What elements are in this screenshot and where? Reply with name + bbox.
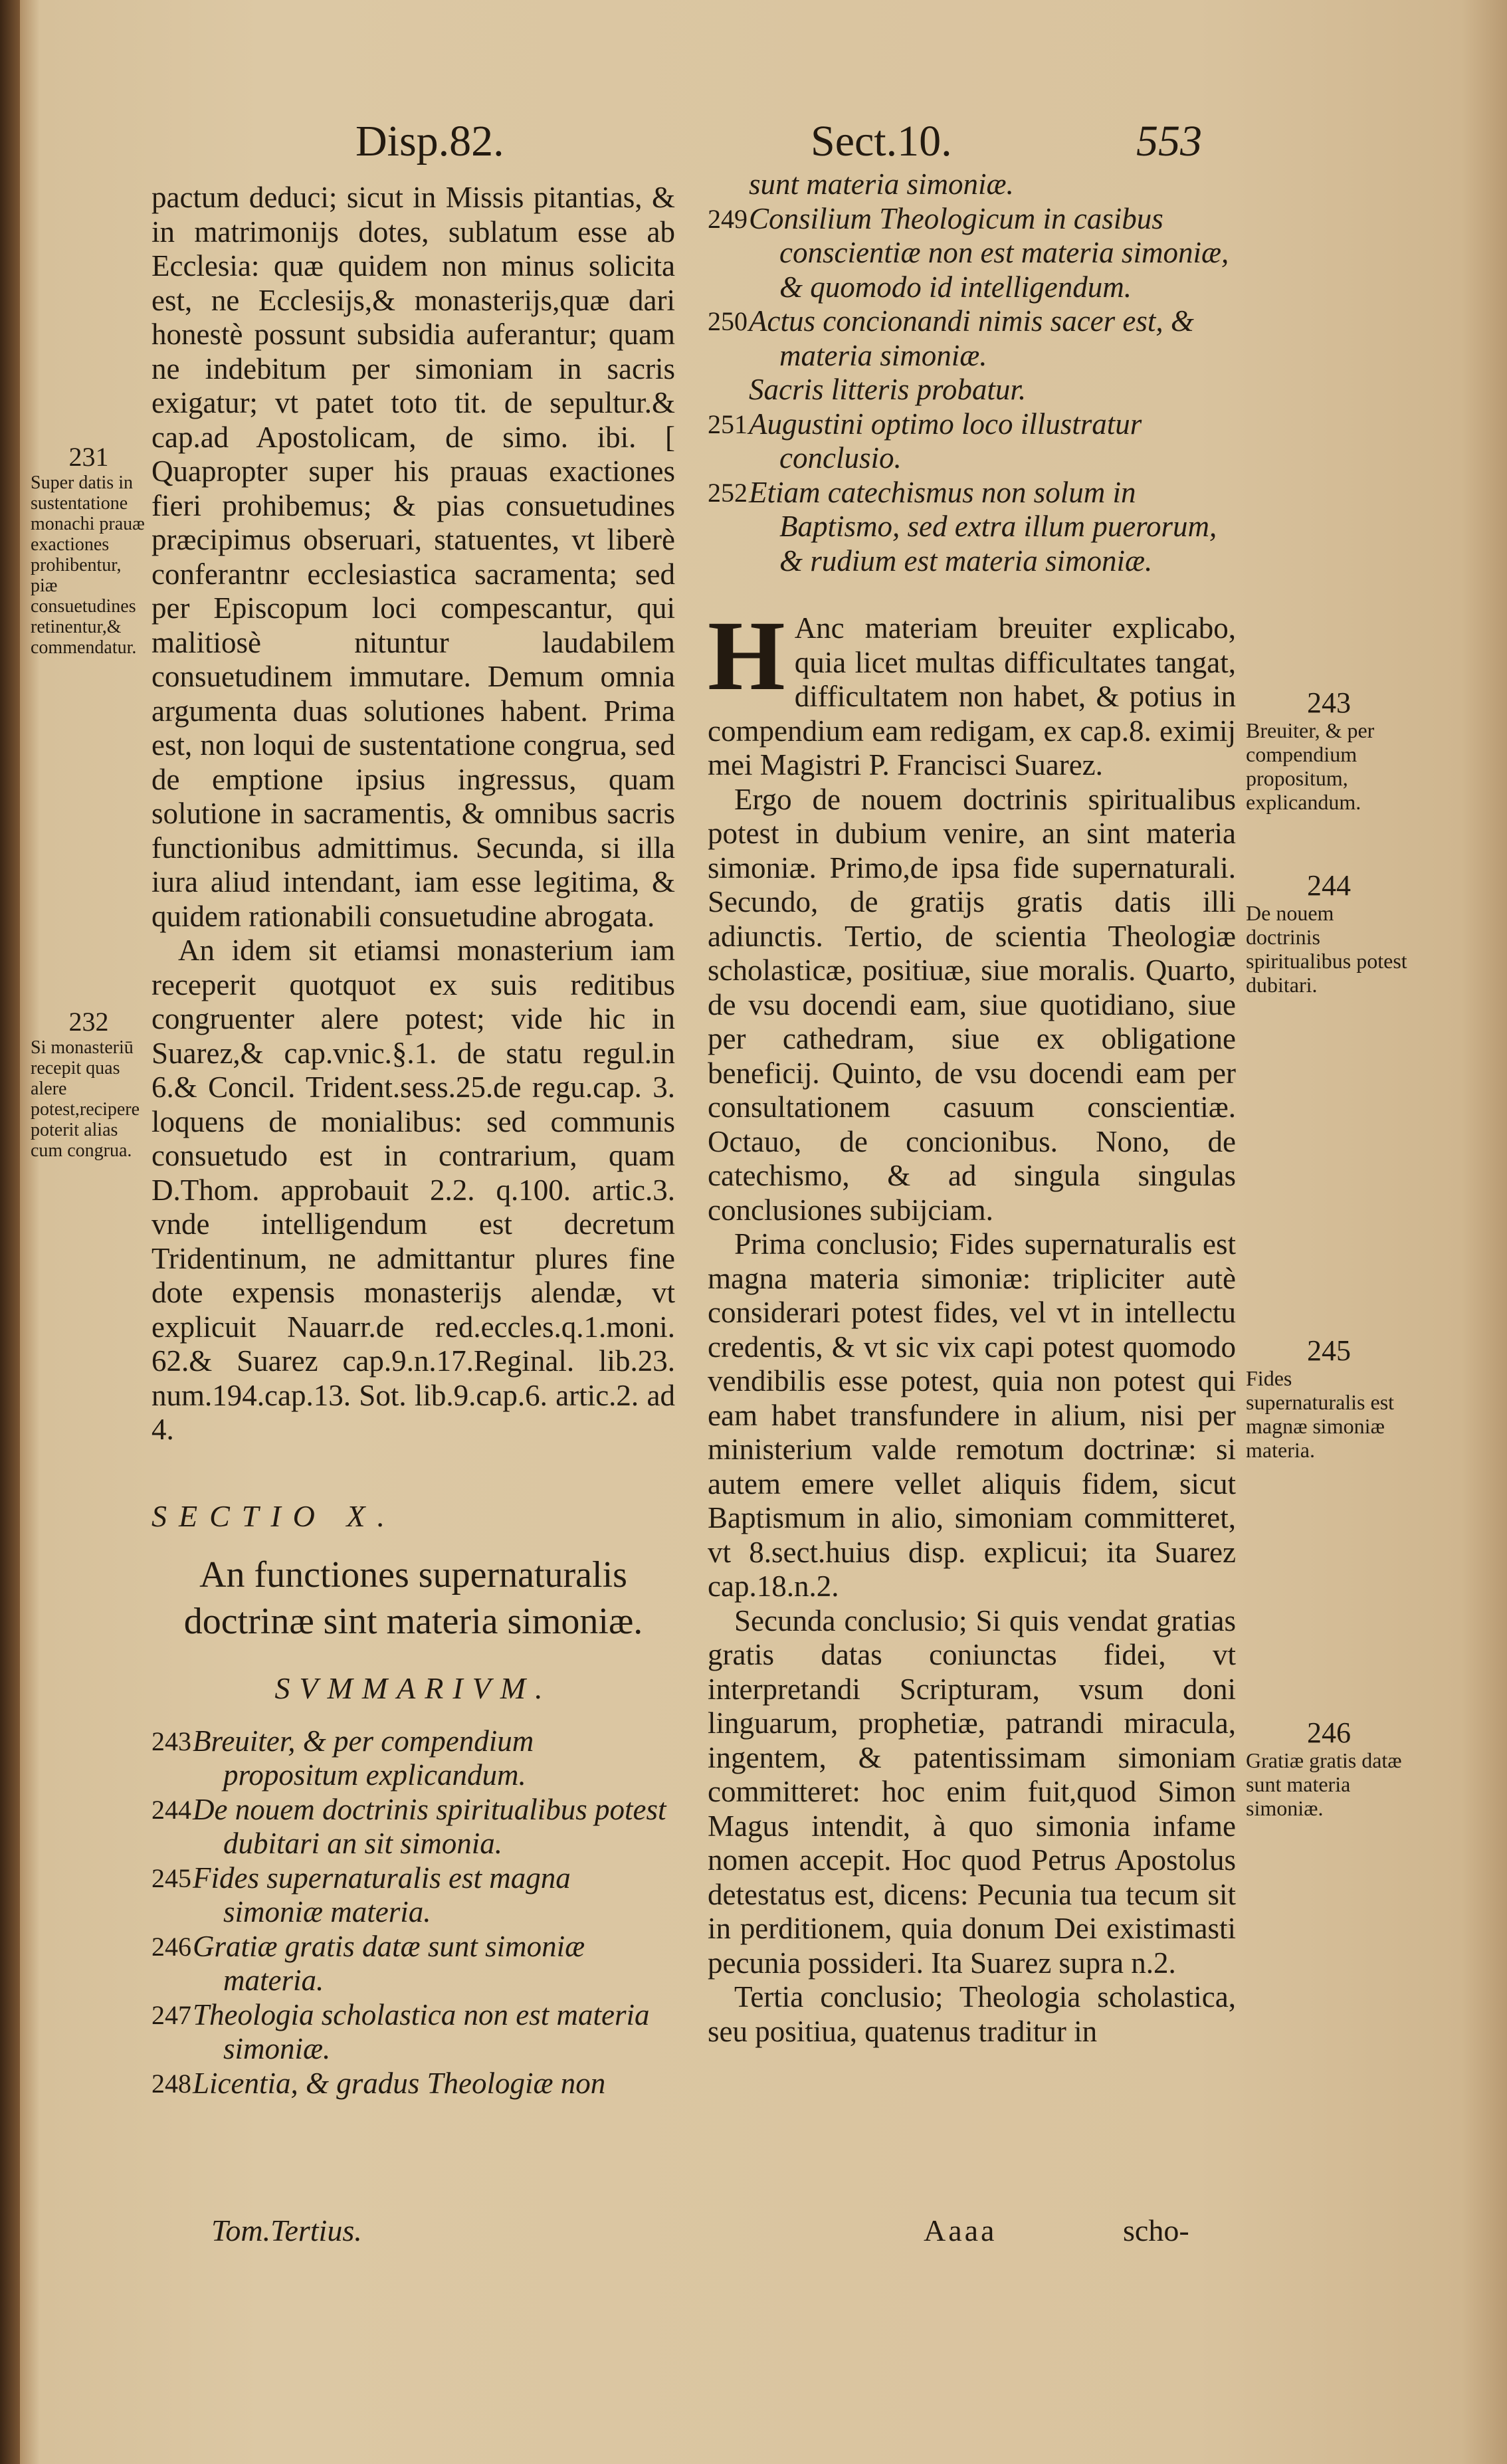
summary-item	[151, 1724, 675, 1793]
running-head-disputation: Disp.82.	[355, 117, 504, 165]
summary-text: Etiam catechismus non solum in Baptismo, sed extra illum puerorum, & rudium est materia simoniæ.	[749, 475, 1217, 577]
margin-note-number: 232	[68, 1007, 109, 1037]
summary-number: 249	[708, 203, 748, 234]
paragraph: Ergo de nouem doctrinis spiritualibus potest in dubium venire, an sint materia simoniæ. Primo,de ipsa fide supernaturali. Secundo, de gratijs gratis datis illi adiunctis. Tertio, de scientia Theologiæ scholasticæ, positiuæ, siue moralis. Quarto, de vsu docendi eam, siue quotidiano, siue per cathedram, siue ex obligatione beneficij. Quinto, de vsu docendi eam per consultationem casuum conscientiæ. Octauo, de concionibus. Nono, de catechismo, & ad singula singulas conclusiones subijciam.	[708, 782, 1236, 1227]
summary-number: 243	[151, 1726, 191, 1756]
right-text-column	[708, 167, 1236, 2049]
summary-item	[151, 1861, 675, 1930]
margin-note-number: 243	[1307, 686, 1351, 719]
margin-note-243	[1246, 688, 1412, 814]
margin-note-245	[1246, 1336, 1412, 1462]
signature-mark: Aaaa	[924, 2213, 997, 2247]
summary-number: 250	[708, 306, 748, 336]
summary-text: Breuiter, & per compendium propositum explicandum.	[193, 1724, 534, 1792]
summary-number: 245	[151, 1863, 191, 1893]
margin-note-244	[1246, 871, 1412, 997]
summary-item	[708, 373, 1236, 407]
section-title: An functiones supernaturalis doctrinæ sint materia simoniæ.	[183, 1554, 643, 1642]
summary-text: Licentia, & gradus Theologiæ non	[193, 2066, 606, 2100]
summary-text: Consilium Theologicum in casibus conscientiæ non est materia simoniæ, & quomodo id intelligendum.	[749, 201, 1229, 304]
summary-item	[708, 304, 1236, 373]
summary-item	[708, 407, 1236, 476]
summary-number: 251	[708, 409, 748, 439]
paragraph: Secunda conclusio; Si quis vendat gratias gratis datas coniunctas fidei, vt interpretandi Scripturam, vsum doni linguarum, prophetiæ, patrandi miracula, ingentem, & patentissimam simoniam committeret: hoc enim fuit,quod Simon Magus intendit, à quo simonia infame nomen accepit. Hoc quod Petrus Apostolus detestatus est, dicens: Pecunia tua tecum sit in perditionem, quia donum Dei existimasti pecunia possideri. Ita Suarez supra n.2.	[708, 1603, 1236, 1980]
paragraph: Prima conclusio; Fides supernaturalis est magna materia simoniæ: tripliciter autè considerari potest fides, vel vt in intellectu credentis, & vt sic vix capi potest quomodo vendibilis esse potest, quia non potest qui eam habet transfundere in alium, nisi per ministerium valde remotum doctrinæ: si autem emere vellet aliquis fidem, sicut Baptismum in alio, simoniam committeret, vt 8.sect.huius disp. explicui; ita Suarez cap.18.n.2.	[708, 1227, 1236, 1603]
margin-note-number: 246	[1307, 1716, 1351, 1749]
summary-number: 246	[151, 1931, 191, 1962]
page-number: 553	[1136, 117, 1202, 165]
margin-note-text: Si monasteriū recepit quas alere potest,recipere poterit alias cum congrua.	[31, 1037, 140, 1161]
margin-note-text: Breuiter, & per compendium propositum, explicandum.	[1246, 718, 1375, 814]
summary-item	[151, 1793, 675, 1861]
summary-item	[708, 476, 1236, 579]
margin-note-231	[31, 442, 147, 658]
paragraph: Tertia conclusio; Theologia scholastica, seu positiua, quatenus traditur in	[708, 1980, 1236, 2048]
opening-paragraph	[708, 601, 1236, 783]
section-label: SECTIO X.	[151, 1498, 397, 1533]
margin-note-number: 245	[1307, 1334, 1351, 1367]
summary-item	[708, 202, 1236, 305]
summary-item	[708, 167, 1236, 202]
summary-text: Sacris litteris probatur.	[749, 373, 1027, 406]
summary-number: 248	[151, 2068, 191, 2099]
summary-number: 247	[151, 2000, 191, 2030]
drop-cap: H	[708, 601, 785, 711]
summary-number: 252	[708, 477, 748, 508]
summary-text: Gratiæ gratis datæ sunt simoniæ materia.	[193, 1929, 585, 1997]
summary-number	[708, 373, 749, 407]
margin-note-text: De nouem doctrinis spiritualibus potest dubitari.	[1246, 901, 1407, 997]
volume-footer: Tom.Tertius.	[211, 2213, 362, 2247]
summarium-label: SVMMARIVM.	[274, 1671, 552, 1705]
summary-item	[151, 1998, 675, 2067]
paragraph-text: Anc materiam breuiter explicabo, quia licet multas difficultates tangat, difficultatem non habet, & potius in compendium eam redigam, ex cap.8. eximij mei Magistri P. Francisci Suarez.	[708, 611, 1236, 781]
running-head-section: Sect.10.	[811, 117, 952, 165]
summary-text: sunt materia simoniæ.	[749, 167, 1014, 201]
summary-text: Theologia scholastica non est materia simoniæ.	[193, 1998, 650, 2065]
left-text-column	[151, 181, 675, 2101]
paragraph: pactum deduci; sicut in Missis pitantias, & in matrimonijs dotes, sublatum esse ab Ecclesia: quæ quidem non minus solicita est, ne Ecclesijs,& monasterijs,quæ dari honestè possunt subsidia auferantur; quam ne indebitum per simoniam in sacris exigatur; vt patet toto tit. de sepultur.& cap.ad Apostolicam, de simo. ibi. [ Quapropter super his prauas exactiones fieri prohibemus; & pias consuetudines præcipimus obseruari, statuentes, vt liberè conferantnr ecclesiastica sacramenta; sed per Episcopum loci compescantur, qui malitiosè nituntur laudabilem consuetudinem immutare. Demum omnia argumenta duas solutiones habent. Prima est, non loqui de sustentatione congrua, sed de emptione ipsius ingressus, quam solutione in sacramentis, & omnibus sacris functionibus admittimus. Secunda, si illa iura aliud intendant, iam esse legitima, & quidem rationabili consuetudine abrogata.	[151, 181, 675, 933]
margin-note-number: 231	[68, 442, 109, 472]
margin-note-text: Gratiæ gratis datæ sunt materia simoniæ.	[1246, 1748, 1402, 1820]
summary-text: Actus concionandi nimis sacer est, & materia simoniæ.	[749, 304, 1194, 372]
summary-text: Augustini optimo loco illustratur conclusio.	[749, 407, 1142, 474]
summary-number: 244	[151, 1794, 191, 1825]
summary-item	[151, 1930, 675, 1998]
margin-note-number: 244	[1307, 869, 1351, 902]
margin-note-text: Fides supernaturalis est magnæ simoniæ materia.	[1246, 1366, 1395, 1462]
catchword: scho-	[1123, 2213, 1189, 2247]
paragraph: An idem sit etiamsi monasterium iam receperit quotquot ex suis reditibus congruenter alere potest; vide hic in Suarez,& cap.vnic.§.1. de statu regul.in 6.& Concil. Trident.sess.25.de regu.cap. 3. loquens de monialibus: sed communis consuetudo est in contrarium, quam D.Thom. approbauit 2.2. q.100. artic.3. vnde intelligendum est decretum Tridentinum, ne admittantur plures fine dote expensis monasterijs alendæ, vt explicuit Nauarr.de red.eccles.q.1.moni. 62.& Suarez cap.9.n.17.Reginal. lib.23. num.194.cap.13. Sot. lib.9.cap.6. artic.2. ad 4.	[151, 934, 675, 1446]
summary-item	[151, 2067, 675, 2101]
margin-note-text: Super datis in sustentatione monachi prauæ exactiones prohibentur, piæ consuetudines retinentur,& commendatur.	[31, 472, 145, 658]
summary-text: De nouem doctrinis spiritualibus potest dubitari an sit simonia.	[193, 1792, 666, 1860]
binding-gutter	[0, 0, 20, 2464]
margin-note-246	[1246, 1718, 1412, 1820]
summary-text: Fides supernaturalis est magna simoniæ materia.	[193, 1861, 571, 1928]
margin-note-232	[31, 1007, 147, 1161]
